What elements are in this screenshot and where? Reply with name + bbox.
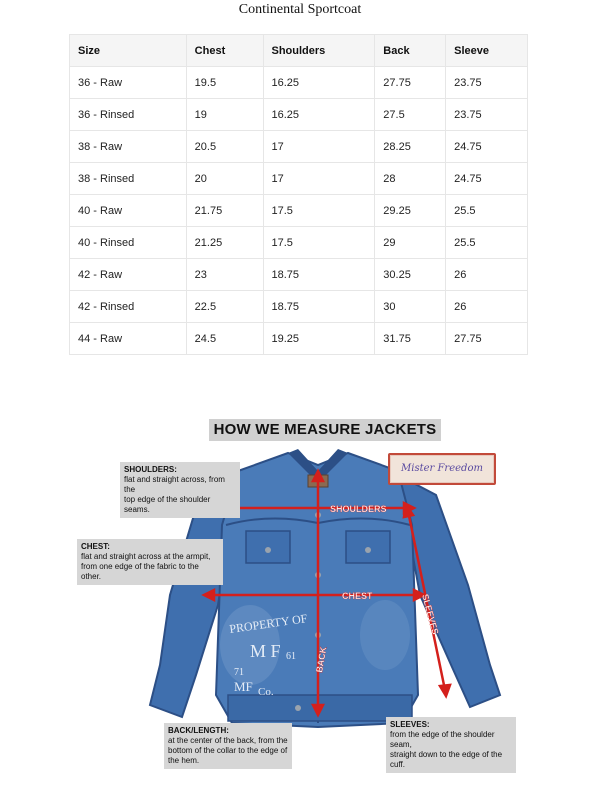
cell-size: 40 - Raw xyxy=(70,195,187,227)
shoulders-callout-line-2: top edge of the shoulder seams. xyxy=(124,495,211,514)
jacket-print-line-5: MF xyxy=(234,679,253,694)
cell-sleeve: 24.75 xyxy=(446,163,528,195)
cell-back: 28.25 xyxy=(375,131,446,163)
chest-callout-head: CHEST: xyxy=(81,542,110,551)
cell-chest: 21.75 xyxy=(186,195,263,227)
jacket-button xyxy=(265,547,271,553)
cell-size: 40 - Rinsed xyxy=(70,227,187,259)
table-row xyxy=(70,67,528,99)
cell-shoulders: 16.25 xyxy=(263,99,375,131)
cell-sleeve: 26 xyxy=(446,291,528,323)
jacket-print-line-2: M F xyxy=(250,641,281,661)
cell-chest: 20.5 xyxy=(186,131,263,163)
jacket-print-line-3: 71 xyxy=(234,667,244,678)
shoulders-callout-line-1: flat and straight across, from the xyxy=(124,475,225,494)
cell-size: 44 - Raw xyxy=(70,323,187,355)
size-chart-table xyxy=(69,34,528,355)
shoulders-callout-head: SHOULDERS: xyxy=(124,465,177,474)
cell-sleeve: 25.5 xyxy=(446,195,528,227)
cell-back: 28 xyxy=(375,163,446,195)
table-row xyxy=(70,195,528,227)
table-row xyxy=(70,323,528,355)
cell-shoulders: 17 xyxy=(263,131,375,163)
header-back: Back xyxy=(375,35,446,67)
header-sleeve: Sleeve xyxy=(446,35,528,67)
cell-sleeve: 25.5 xyxy=(446,227,528,259)
cell-sleeve: 24.75 xyxy=(446,131,528,163)
cell-shoulders: 16.25 xyxy=(263,67,375,99)
back-callout-line-2: bottom of the collar to the edge of xyxy=(168,746,288,755)
back-callout-head: BACK/LENGTH: xyxy=(168,726,229,735)
brand-stamp-text: Mister Freedom xyxy=(401,463,483,474)
chest-callout-line-1: flat and straight across at the armpit, xyxy=(81,552,211,561)
jacket-button xyxy=(295,705,301,711)
table-row xyxy=(70,99,528,131)
cell-size: 38 - Raw xyxy=(70,131,187,163)
cell-back: 27.75 xyxy=(375,67,446,99)
page-title: Continental Sportcoat xyxy=(238,2,362,17)
chest-arrow-label: CHEST xyxy=(342,591,373,601)
cell-back: 30 xyxy=(375,291,446,323)
cell-shoulders: 17 xyxy=(263,163,375,195)
sleeves-callout xyxy=(386,717,516,773)
cell-shoulders: 18.75 xyxy=(263,259,375,291)
cell-back: 30.25 xyxy=(375,259,446,291)
cell-back: 31.75 xyxy=(375,323,446,355)
cell-sleeve: 23.75 xyxy=(446,67,528,99)
header-size: Size xyxy=(70,35,187,67)
cell-chest: 23 xyxy=(186,259,263,291)
cell-chest: 24.5 xyxy=(186,323,263,355)
cell-back: 29.25 xyxy=(375,195,446,227)
cell-size: 42 - Raw xyxy=(70,259,187,291)
table-row xyxy=(70,259,528,291)
back-callout-line-1: at the center of the back, from the xyxy=(168,736,288,745)
sleeves-callout-line-2: straight down to the edge of the cuff. xyxy=(390,750,503,769)
table-row xyxy=(70,163,528,195)
sleeves-arrow-label: SLEEVES xyxy=(420,592,441,636)
cell-shoulders: 17.5 xyxy=(263,227,375,259)
cell-chest: 19.5 xyxy=(186,67,263,99)
cell-chest: 22.5 xyxy=(186,291,263,323)
cell-sleeve: 26 xyxy=(446,259,528,291)
guide-heading: HOW WE MEASURE JACKETS xyxy=(209,419,441,441)
brand-stamp xyxy=(388,453,496,485)
sleeves-callout-head: SLEEVES: xyxy=(390,720,430,729)
cell-chest: 20 xyxy=(186,163,263,195)
cell-shoulders: 17.5 xyxy=(263,195,375,227)
shoulders-arrow-label: SHOULDERS xyxy=(330,504,387,514)
table-row xyxy=(70,131,528,163)
cell-shoulders: 19.25 xyxy=(263,323,375,355)
cell-chest: 19 xyxy=(186,99,263,131)
jacket-print-line-6: Co. xyxy=(258,686,274,698)
cell-sleeve: 23.75 xyxy=(446,99,528,131)
cell-size: 36 - Raw xyxy=(70,67,187,99)
header-chest: Chest xyxy=(186,35,263,67)
cell-sleeve: 27.75 xyxy=(446,323,528,355)
table-row xyxy=(70,227,528,259)
back-arrow-label: BACK xyxy=(314,646,329,674)
cell-shoulders: 18.75 xyxy=(263,291,375,323)
measurement-guide xyxy=(0,405,600,800)
back-callout-line-3: the hem. xyxy=(168,756,200,765)
jacket-print-line-1: PROPERTY OF xyxy=(228,611,309,636)
cell-chest: 21.25 xyxy=(186,227,263,259)
table-header-row xyxy=(70,35,528,67)
back-callout xyxy=(164,723,292,769)
cell-size: 36 - Rinsed xyxy=(70,99,187,131)
shoulders-callout xyxy=(120,462,240,518)
cell-size: 42 - Rinsed xyxy=(70,291,187,323)
jacket-button xyxy=(365,547,371,553)
jacket-print-line-4: 61 xyxy=(286,651,296,662)
chest-callout xyxy=(77,539,223,585)
table-row xyxy=(70,291,528,323)
header-shoulders: Shoulders xyxy=(263,35,375,67)
cell-back: 27.5 xyxy=(375,99,446,131)
chest-callout-line-2: from one edge of the fabric to the other. xyxy=(81,562,199,581)
jacket-fade xyxy=(360,600,410,670)
cell-back: 29 xyxy=(375,227,446,259)
sleeves-callout-line-1: from the edge of the shoulder seam, xyxy=(390,730,495,749)
cell-size: 38 - Rinsed xyxy=(70,163,187,195)
